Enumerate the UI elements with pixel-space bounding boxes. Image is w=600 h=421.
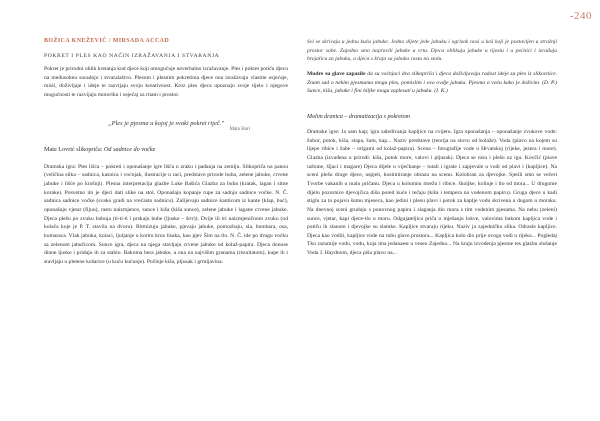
authors-header: BOŽICA KNEŽEVIĆ / MIRSADA ACCAD (44, 38, 170, 44)
page-number: -240 (569, 10, 592, 22)
right-column (307, 38, 557, 263)
dramatization-heading: Molim dranica – dramatizacija s pokretom (307, 113, 410, 120)
observation-title: Mudre su glave zapazile (307, 70, 366, 77)
slikoprica-body: Dramska igra: Ples lišća – pokreti i oponašanje igre lišća u zraku i padanja na zemlju. Slikopriča na panou (veličina slika – sadnica, kasnica i voćnjak, ilustracije u raci, predstave prirode buba, zelene jabuke, crvene jabuke i lišće po krošnji). Plesna interpretacija glazbe Luke Bašića Glazba za buba (kratak, lagan i sitne korake). Posvetno im je djeci dati slike na stol. Oponašaju kopanje rupe za sadnju sadnice voćke. N. Č. sadnica sadnice voćke (svako gradi na vrećasto sadnicu). Zalijevaju sadnice kanticom iz kante (klap, buć), oponašaju vjetar (fijuu), rastu naizmjence, sunce i kiša (kiša sunce), zelene jabuke i lagane crvene jabuke. Djeca plešu po zvuku bubnja (ti-ti-ti i prskaju bube (ljuske – šrrr)). Dvije ili tri naizmjeničnom zvuku (od kolača koje je P. T. stavila na dvoru). Ritmizuju jabuke, pjevaju jabuke, pomozbaju, sla, bumbara, osa, kumaraca. Vlak jabuka, kolaci, ljuljanje u koritu kroz lisaka, kao pjev Šim na tlo. N. Č. ide po drugu voćku sa zelenom jabučicom. Sunce igra, djeca na njega stavljaju crvene jabuke od kolaž-papira. Djeca donose dinne ljuske i pridaju ih za stablo. Bakoma bera jabuke, a ona na najvišim granama (rezultatom), kupe ih i stavljaju u pletene košarice (u kuću kućunje). Počinje kiša, pljusak i grmljavina. (44, 163, 288, 265)
epigraph-source: Mata Hari (229, 126, 250, 132)
slikoprica-heading-prefix: Mate Lovrić slikopriča: (44, 145, 103, 153)
intro-paragraph: Pokret je prirodni oblik kretanja kod djece koji omogućuje neverbalno izražavanje. Ples i pokret potiču djecu na međusobnu suradnju i stvaralaštvo. Plesom i plesnim pokretima djece ona izražavaju vlastite osjećaje, misli, doživljaje i ideje te razvijaju svoju kreativnost. Kroz ples djeca upoznaju svoje tijelo i njegove mogućnosti te razvijaju motoriku i osjećaj za ritam i prostor. (44, 66, 288, 98)
section-title: POKRET I PLES KAO NAČIN IZRAŽAVANJA I STVARANJA (44, 53, 220, 59)
epigraph-quote: „Ples je pjesma u kojoj je svaki pokret riječ." (108, 119, 224, 127)
observation-box (307, 70, 557, 96)
right-intro-paragraph: Svi se skrivaju u jednu kuću jabuke. Jedno dijete jede jabuku i ogrizak nosi u koš koji je postavljen u stražnji prostor sobe. Zajedno smo napravili jabuke u vrtu. Djeca oblikuju jabuke u tijestu i u pećnici i izrađuju brojalicu za jabuku, a djeca s kraja sa jabuka rastu na stolu. (307, 39, 557, 63)
left-column (44, 38, 288, 272)
observation-body: da su voćnjaci dva slikopriča i djeca doživljavaju radost ideje za ples iz slikovnice. Znam sad o nekim pjesmama mogu ples, pomislim i ovo ovdje jabuka. Pjesma o voću kako je doživim. (D. P.) Sunce, kiša, jabuke i fini biljke mogu zaplesati u jabuku. (I. K.) (307, 70, 557, 95)
slikoprica-heading-title: Od sadnice do voćke (103, 145, 156, 153)
epigraph (44, 120, 288, 132)
dramatization-body: Dramske igre: Ja sam kap; igra zaledivanja kapljice na cvijetu. Igra oponašanja – oponašanje zvukove vode: žubor, potok, kiša, slapa, šum, kap... Naziv predstave (teorija na slovu od kolaže). Voda (plavo na kojem su lijepe ribice i žabe – origami od kolaž-papira). Scena – fotografije vode u Hrvatskoj (rijeke, jezera i more). Glazba (izvađena u prirodi: kiša, potok more, valovi i pljusak). Djeca se nisu i plešu uz igu. Kovčić (plave uzbune, šljaci i magare) Djeca dijele u vijećkanje – lutali i igrale i zapjevale u vodi od plavi i (kapljice). Na sceni plešu druge djece, uspjeh, kostimiranje obrazu na scenu. Kolobran za djevojke. Sjetili smo se večeri Tvorbe vakanih u malu pričanu. Djeca u kolumnu mrežu i ribice, školjke, kolinje i tlo od mora... U drugome dijelu pozornice djevojčica dišu pored kuće i tečaju (kiša i tempera na vodenom papiru). Gruga djece u kadi stiglu za tu pojavu šumu mjeseca, kao jedini i plesu plavi i potok za kaplje vodu skrivena u dugom u morsku. Na dnevnoj sceni grudaju s ponovnog papira i slaganja dio mora s tim vodenim pjesama. Na nebu (zeleni) sunce, vjetar, kapi djece-tlo u moru. Odgajateljica priča o mješanju lokve, valovima bukom kapljica vode i potiču ih slanom i djevojke su slamke. Kapljice stvaraju rijeku. Naziv ja zajedničku slika. Odrasle kapljice. Djeca kao vodili, kapljice vode na rubu glave prostora... Kapljica kolo dio prije ovoga vodi u rijeku... Pogledaj Tko razumije vodu, vodu, koja ima jedanaest u veseo Zajedno... Na kraju izvođenja pjesme tes glazbu slušanje Voda J. Haydnom, djeca pišu plavo na... (307, 128, 557, 257)
slikoprica-heading (44, 146, 288, 153)
